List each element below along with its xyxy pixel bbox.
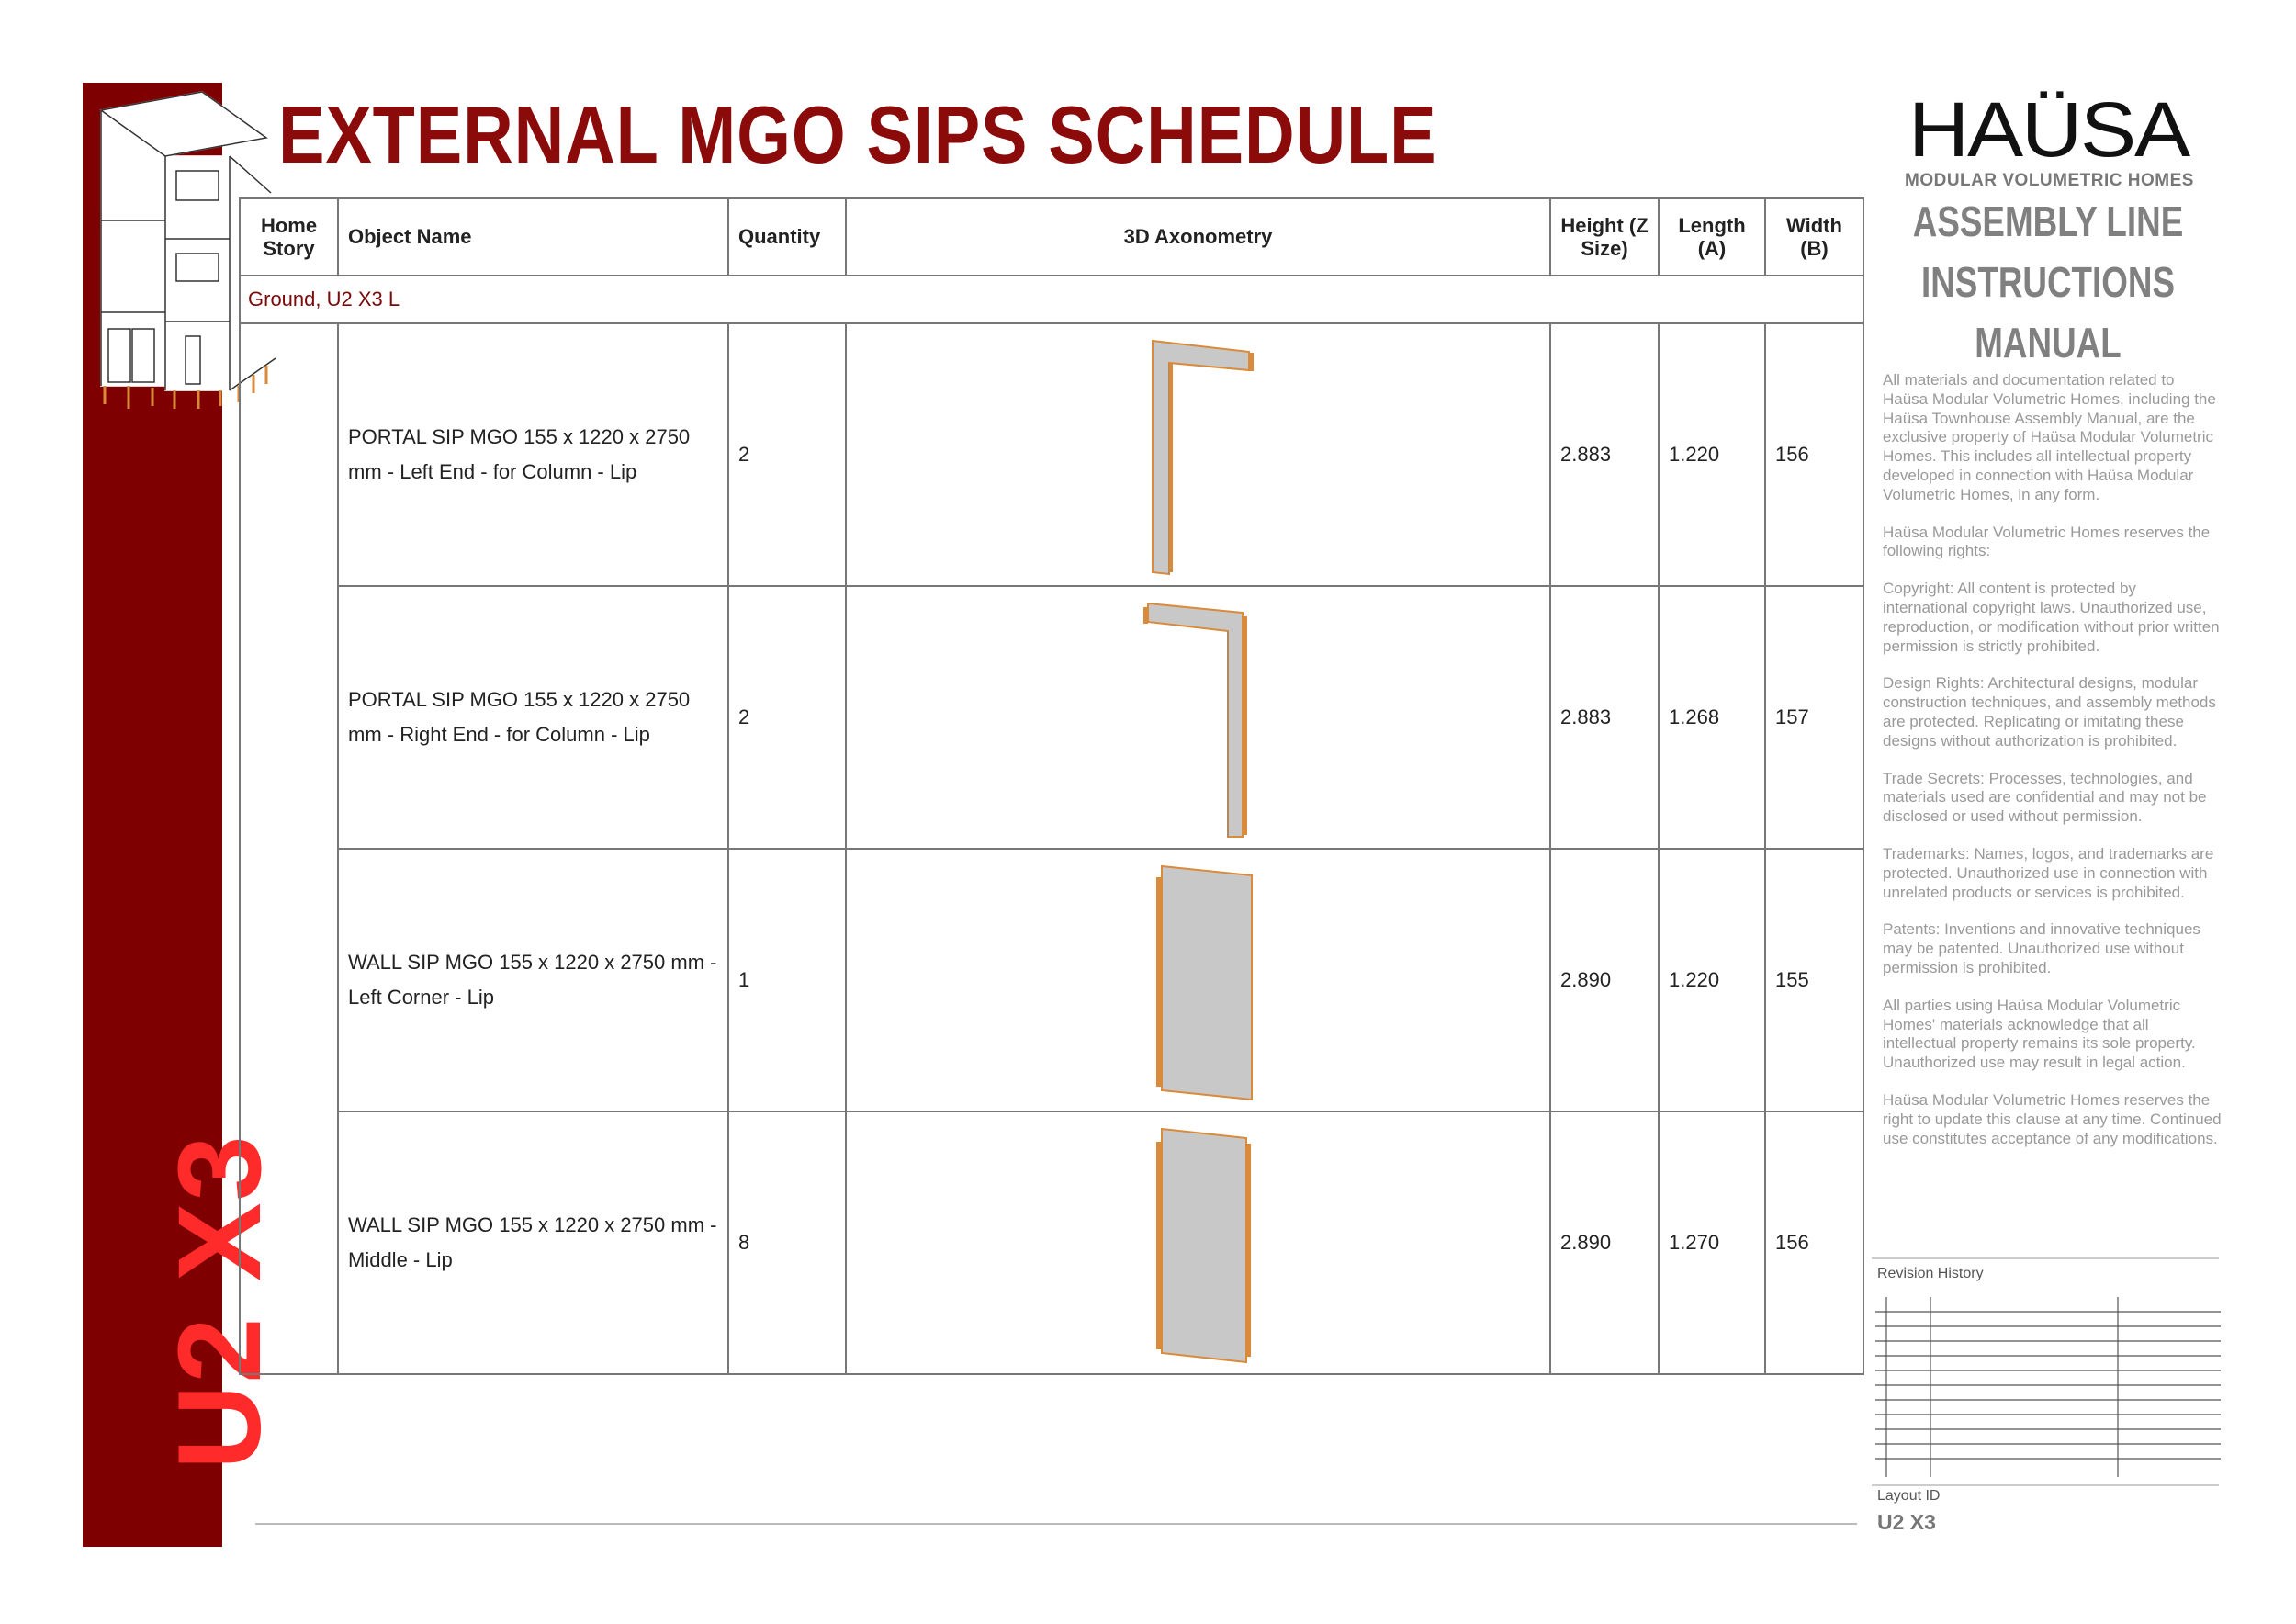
length-cell: 1.220 [1659, 849, 1765, 1111]
col-header-height: Height (Z Size) [1550, 198, 1659, 276]
legal-paragraph: Haüsa Modular Volumetric Homes reserves the right to update this clause at any time. Continued use constitutes acceptance of any modifications. [1883, 1090, 2222, 1147]
object-name-cell: PORTAL SIP MGO 155 x 1220 x 2750 mm - Left End - for Column - Lip [338, 323, 728, 586]
layout-divider [1872, 1484, 2219, 1486]
legal-paragraph: Haüsa Modular Volumetric Homes reserves the following rights: [1883, 523, 2211, 560]
table-row [240, 323, 1863, 586]
axonometry-cell [846, 849, 1550, 1111]
col-header-home-story: Home Story [240, 198, 338, 276]
legal-paragraph: Trademarks: Names, logos, and trademarks are protected. Unauthorized use in connection with unrelated products or services is prohibited. [1883, 844, 2214, 901]
col-header-length: Length (A) [1659, 198, 1765, 276]
col-header-quantity: Quantity [728, 198, 846, 276]
object-name-cell: WALL SIP MGO 155 x 1220 x 2750 mm - Left Corner - Lip [338, 849, 728, 1111]
table-row [240, 1111, 1863, 1374]
manual-title-line-3: MANUAL [1975, 319, 2122, 367]
legal-paragraph: Design Rights: Architectural designs, modular construction techniques, and assembly methods are protected. Replicating or imitating these designs without authorization is prohibited. [1883, 674, 2216, 750]
col-header-width: Width (B) [1765, 198, 1863, 276]
axonometry-cell [846, 323, 1550, 586]
manual-title-line-1: ASSEMBLY LINE [1912, 197, 2184, 245]
width-cell: 156 [1765, 323, 1863, 586]
logo-wordmark: HAÜSA [1908, 86, 2191, 167]
sips-schedule-table [239, 197, 1864, 1375]
layout-id-value: U2 X3 [1877, 1510, 1936, 1534]
legal-paragraph: Copyright: All content is protected by international copyright laws. Unauthorized use, reproduction, or modification without prior written permission is strictly prohibited. [1883, 580, 2220, 655]
height-cell: 2.890 [1550, 849, 1659, 1111]
group-label: Ground, U2 X3 L [240, 276, 1863, 323]
width-cell: 156 [1765, 1111, 1863, 1374]
table-row [240, 849, 1863, 1111]
home-story-cell [240, 849, 338, 1111]
width-cell: 155 [1765, 849, 1863, 1111]
quantity-cell: 2 [728, 323, 846, 586]
legal-paragraph: All materials and documentation related to Haüsa Modular Volumetric Homes, including the Haüsa Townhouse Assembly Manual, are the exclusive property of Haüsa Modular Volumetric Homes. This includes all intellectual property developed in connection with Haüsa Modular Volumetric Homes, in any form. [1883, 371, 2216, 503]
hausa-logo [1907, 85, 2191, 167]
revision-history-grid [1875, 1293, 2221, 1479]
brand-subtitle: MODULAR VOLUMETRIC HOMES [1905, 171, 2194, 190]
height-cell: 2.890 [1550, 1111, 1659, 1374]
length-cell: 1.268 [1659, 586, 1765, 849]
axonometry-cell [846, 1111, 1550, 1374]
length-cell: 1.270 [1659, 1111, 1765, 1374]
width-cell: 157 [1765, 586, 1863, 849]
legal-paragraph: Trade Secrets: Processes, technologies, and materials used are confidential and may not be disclosed or used without permission. [1883, 769, 2207, 826]
height-cell: 2.883 [1550, 586, 1659, 849]
portal-right-axonometry [1134, 596, 1263, 840]
side-layout-label: U2 X3 [154, 1133, 286, 1470]
wall-left-corner-axonometry [1134, 859, 1263, 1102]
revision-history-label: Revision History [1877, 1266, 1984, 1281]
legal-notice [1883, 371, 2223, 1167]
height-cell: 2.883 [1550, 323, 1659, 586]
group-row [240, 276, 1863, 323]
legal-paragraph: Patents: Inventions and innovative techniques may be patented. Unauthorized use without permission is prohibited. [1883, 920, 2200, 976]
wall-middle-axonometry [1134, 1122, 1263, 1365]
revision-divider [1872, 1257, 2219, 1259]
table-header-row [240, 198, 1863, 276]
home-story-cell [240, 323, 338, 586]
axonometry-cell [846, 586, 1550, 849]
footer-divider [255, 1523, 1857, 1525]
layout-id-label: Layout ID [1877, 1488, 1941, 1504]
length-cell: 1.220 [1659, 323, 1765, 586]
page-title: EXTERNAL MGO SIPS SCHEDULE [278, 89, 1437, 180]
quantity-cell: 8 [728, 1111, 846, 1374]
quantity-cell: 2 [728, 586, 846, 849]
portal-left-axonometry [1134, 333, 1263, 577]
col-header-object-name: Object Name [338, 198, 728, 276]
home-story-cell [240, 1111, 338, 1374]
table-row [240, 586, 1863, 849]
home-story-cell [240, 586, 338, 849]
object-name-cell: PORTAL SIP MGO 155 x 1220 x 2750 mm - Right End - for Column - Lip [338, 586, 728, 849]
col-header-axonometry: 3D Axonometry [846, 198, 1550, 276]
object-name-cell: WALL SIP MGO 155 x 1220 x 2750 mm - Middle - Lip [338, 1111, 728, 1374]
legal-paragraph: All parties using Haüsa Modular Volumetric Homes' materials acknowledge that all intellectual property remains its sole property. Unauthorized use may result in legal action. [1883, 996, 2196, 1072]
quantity-cell: 1 [728, 849, 846, 1111]
manual-title-line-2: INSTRUCTIONS [1921, 258, 2175, 306]
